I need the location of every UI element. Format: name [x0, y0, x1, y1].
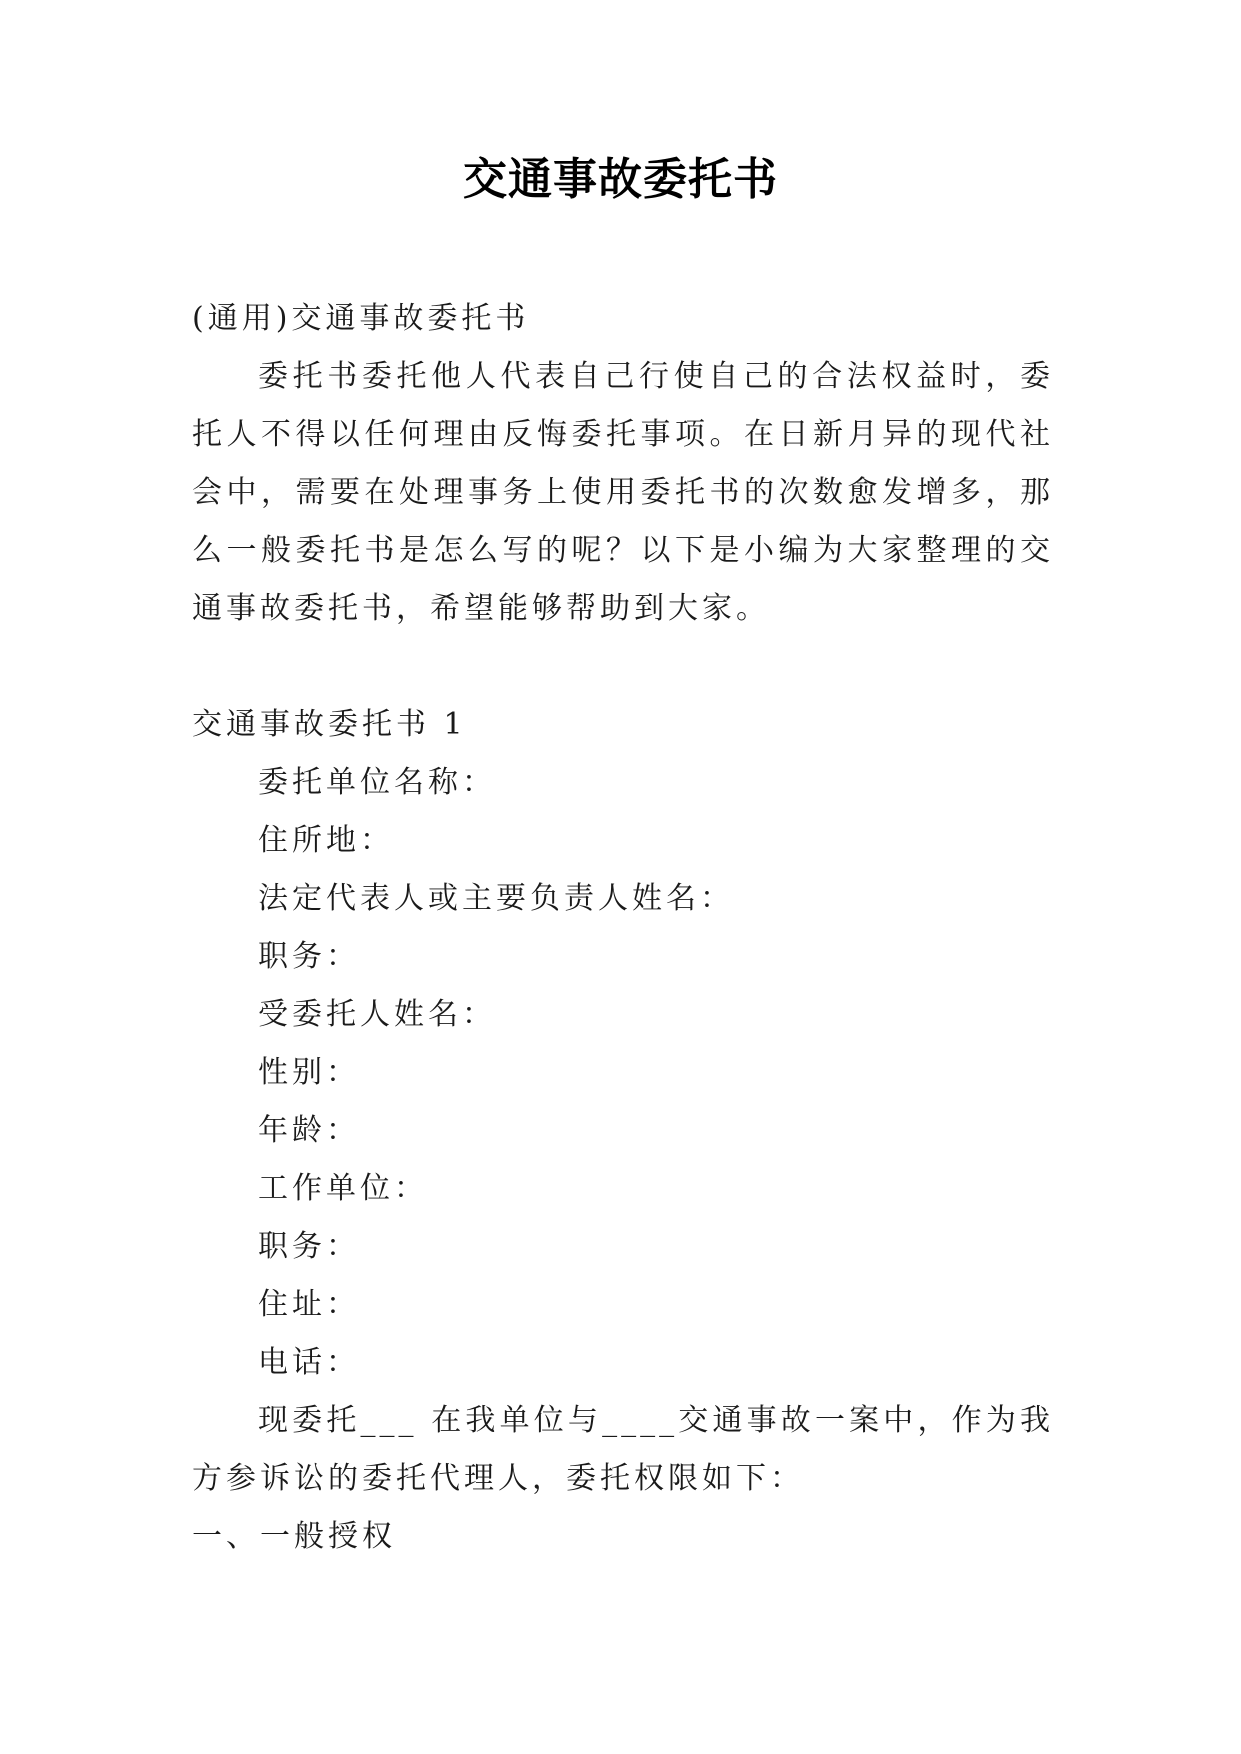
section-heading: 交通事故委托书 1: [192, 707, 467, 742]
field-legal-representative: 法定代表人或主要负责人姓名：: [258, 881, 734, 916]
field-age: 年龄：: [258, 1113, 360, 1148]
document-subtitle: (通用)交通事故委托书: [192, 301, 530, 336]
intro-paragraph: 委托书委托他人代表自己行使自己的合法权益时，委托人不得以任何理由反悔委托事项。在日新月异的现代社会中，需要在处理事务上使用委托书的次数愈发增多，那么一般委托书是怎么写的呢？以下是小编为大家整理的交通事故委托书，希望能够帮助到大家。: [192, 359, 1054, 626]
field-entrusting-unit: 委托单位名称：: [258, 765, 496, 800]
field-trustee-name: 受委托人姓名：: [258, 997, 496, 1032]
authorization-item-1: 一、一般授权: [192, 1519, 396, 1554]
field-address: 住址：: [258, 1287, 360, 1322]
field-work-unit: 工作单位：: [258, 1171, 428, 1206]
field-position-2: 职务：: [258, 1229, 360, 1264]
field-gender: 性别：: [258, 1055, 360, 1090]
field-domicile: 住所地：: [258, 823, 394, 858]
entrust-statement: 现委托___ 在我单位与____交通事故一案中，作为我方参诉讼的委托代理人，委托权限如下：: [192, 1403, 1054, 1496]
field-position: 职务：: [258, 939, 360, 974]
field-phone: 电话：: [258, 1345, 360, 1380]
document-title: 交通事故委托书: [463, 154, 778, 205]
document-body: [192, 290, 1054, 1566]
